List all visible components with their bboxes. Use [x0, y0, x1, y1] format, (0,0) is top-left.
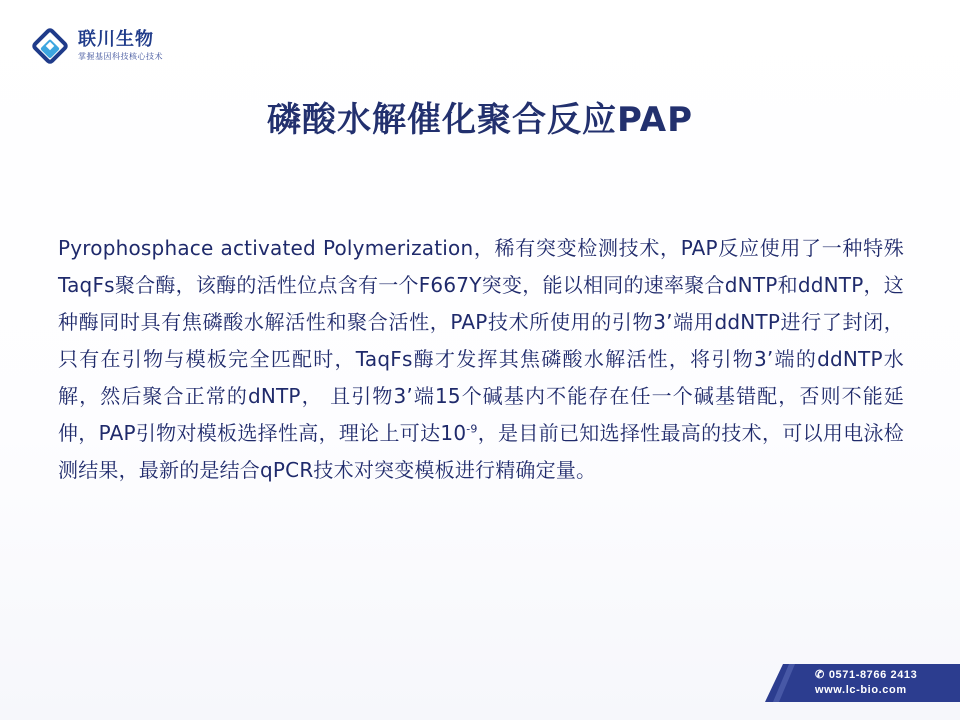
- company-slogan: 掌握基因科技核心技术: [78, 52, 163, 61]
- phone-icon: ✆: [815, 669, 825, 681]
- body-text-part2: ，是目前已知选择性最高的技术，可以用电泳检测结果，最新的是结合qPCR技术对突变模板进行精确定量。: [58, 421, 905, 482]
- body-superscript: -9: [466, 422, 478, 436]
- diamond-logo-icon: [30, 26, 70, 66]
- body-paragraph: [58, 230, 904, 489]
- company-name: 联川生物: [78, 29, 154, 50]
- contact-phone: 0571-8766 2413: [828, 669, 918, 681]
- body-text-part1: Pyrophosphace activated Polymerization，稀有突变检测技术，PAP反应使用了一种特殊TaqFs聚合酶，该酶的活性位点含有一个F667Y突变，能以相同的速率聚合dNTP和ddNTP，这种酶同时具有焦磷酸水解活性和聚合活性，PAP技术所使用的引物3’端用ddNTP进行了封闭，只有在引物与模板完全匹配时，TaqFs酶才发挥其焦磷酸水解活性，将引物3’端的ddNTP水解，然后聚合正常的dNTP， 且引物3’端15个碱基内不能存在任一个碱基错配，否则不能延伸，PAP引物对模板选择性高，理论上可达10: [58, 236, 904, 445]
- contact-website[interactable]: www.lc-bio.com: [815, 684, 907, 696]
- slide-title: 磷酸水解催化聚合反应PAP: [266, 100, 694, 140]
- contact-banner: [765, 664, 960, 702]
- company-logo: [30, 24, 163, 68]
